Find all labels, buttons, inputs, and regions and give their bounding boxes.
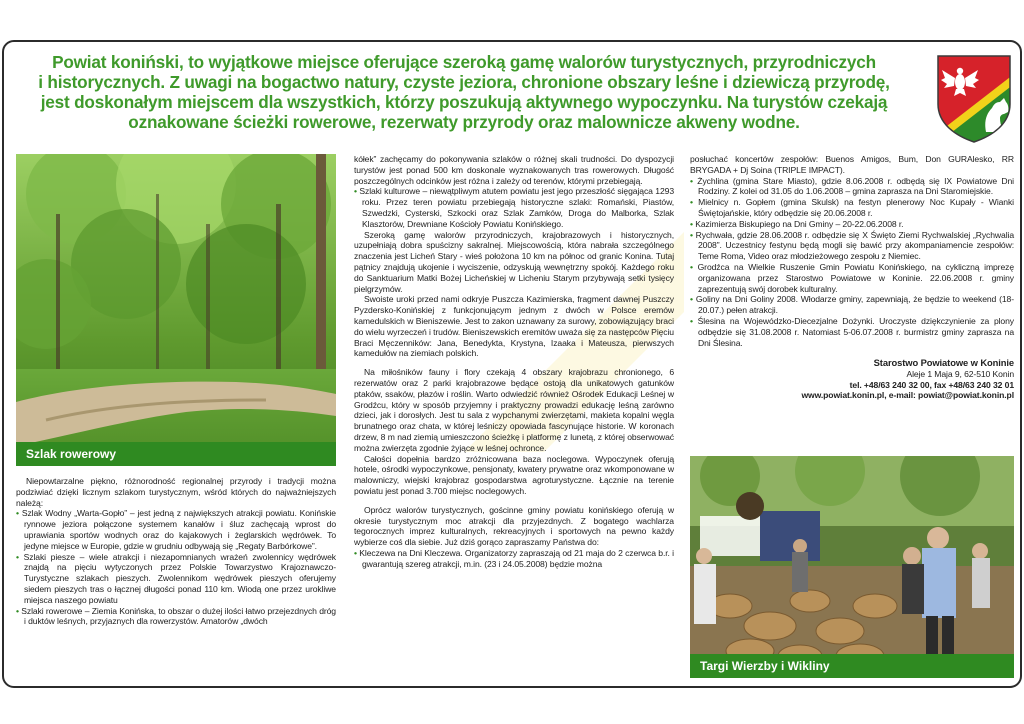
article-frame <box>2 40 1022 688</box>
market-image <box>690 456 1014 678</box>
paragraph: posłuchać koncertów zespołów: Buenos Amigos, Bum, Don GURAlesko, RR BRYGADA + Dj Soina (TRIPLE IMPACT). <box>690 154 1014 175</box>
contact-phone: tel. +48/63 240 32 00, fax +48/63 240 32 01 <box>849 379 1014 390</box>
text-column-2 <box>354 154 674 569</box>
forest-path-photo <box>16 154 336 466</box>
forest-image <box>16 154 336 466</box>
wicker-market-photo <box>690 456 1014 678</box>
text-column-1 <box>16 476 336 627</box>
bullet-item: • Goliny na Dni Goliny 2008. Włodarze gminy, zapewniają, że będzie to weekend (18-20.07.) pełen atrakcji. <box>690 294 1014 316</box>
paragraph: Niepowtarzalne piękno, różnorodność regionalnej przyrody i tradycji można podziwiać dzięki licznym szlakom turystycznym, wśród których do najważniejszych należą: <box>16 476 336 508</box>
paragraph: Szeroką gamę walorów przyrodniczych, krajobrazowych i historycznych, uzupełniają dobra spuścizny sakralnej. Miejscowością, która nabrała szczególnego znaczenia jest Licheń Stary - wieś położona 10 km na północ od granic Konina. Tutaj pątnicy znajdują ukojenie i wyciszenie, odzyskują wewnętrzny spokój. Każdego roku do Sanktuarium Matki Bożej Licheńskiej w Licheniu Starym przybywają setki tysięcy pielgrzymów. <box>354 229 674 294</box>
paragraph: Na miłośników fauny i flory czekają 4 obszary krajobrazu chronionego, 6 rezerwatów oraz 2 parki krajobrazowe będące ostoją dla unikatowych gatunków ptaków, ssaków, płazów i roślin. Warto odwiedzić również Ośrodek Edukacji Leśnej w Grodźcu, który w sposób przyjemny i praktyczny prowadzi edukację leśną zarówno dzieci, jak i dorosłych. Jest tu sala z wypchanymi zwierzętami, makieta kopalni węgla brunatnego oraz chata, w której leśniczy opowiada fascynujące historie. W koronach drzew, 8 m nad ziemią umieszczono ścieżkę i platformę z lunetą, z której obserwować można zwierzęta zgodnie żyjące w leśnej ochronce. <box>354 367 674 453</box>
bullet-item: • Rychwała, gdzie 28.06.2008 r. odbędzie się X Święto Ziemi Rychwalskiej „Rychwalia 2008”. Uczestnicy festynu będą mogli się bawić przy akompaniamencie zespołów: Teme Roma, Video oraz młodzieżowego zespołu z Niemiec. <box>690 230 1014 262</box>
bullet-item: • Szlaki rowerowe – Ziemia Konińska, to obszar o dużej ilości łatwo przejezdnych dróg i duktów leśnych, przyjaznych dla rowerzystów. Amatorów „dwóch <box>16 606 336 628</box>
bullet-item: • Kazimierza Biskupiego na Dni Gminy – 20-22.06.2008 r. <box>690 219 1014 230</box>
bullet-item: • Ślesina na Wojewódzko-Diecezjalne Dożynki. Uroczyste dziękczynienie za plony odbędzie się 31.08.2008 r. Natomiast 5-06.07.2008 r. burmistrz gminy zaprasza na Dni Ślesina. <box>690 316 1014 348</box>
photo-caption: Szlak rowerowy <box>16 442 336 466</box>
paragraph: Oprócz walorów turystycznych, gościnne gminy powiatu konińskiego oferują w okresie turystycznym moc atrakcji dla przyjezdnych. Z bogatego wachlarza tegorocznych imprez kulturalnych, rekreacyjnych i sportowych na pewno każdy wybierze coś dla siebie. Już dziś gorąco zapraszamy Państwa do: <box>354 504 674 548</box>
headline-line: jest doskonałym miejscem dla wszystkich, którzy poszukują aktywnego wypoczynku. Na turystów czekają <box>40 92 888 112</box>
paragraph: kółek” zachęcamy do pokonywania szlaków o różnej skali trudności. Do dyspozycji turystów jest ponad 500 km doskonale wyznakowanych tras rowerowych. Długość poszczególnych odcinków jest różna i zależy od terenów, którymi przebiegają. <box>354 154 674 186</box>
paragraph: Całości dopełnia bardzo zróżnicowana baza noclegowa. Wypoczynek oferują hotele, ośrodki wypoczynkowe, pensjonaty, kwatery prywatne oraz wkomponowane w malowniczy, wiejski krajobraz gospodarstwa agroturystyczne. Łącznie na terenie powiatu jest ponad 3.700 miejsc noclegowych. <box>354 453 674 496</box>
contact-block <box>690 358 1014 400</box>
bullet-item: • Mielnicy n. Gopłem (gmina Skulsk) na festyn plenerowy Noc Kupały - Wianki Świętojańskie, który odbędzie się 20.06.2008 r. <box>690 197 1014 219</box>
text-column-3 <box>690 154 1014 401</box>
headline-line: Powiat koniński, to wyjątkowe miejsce oferujące szeroką gamę walorów turystycznych, przyrodniczych <box>52 52 876 72</box>
article-headline <box>14 52 914 132</box>
coat-of-arms-icon <box>934 52 1014 144</box>
bullet-item: • Żychlina (gmina Stare Miasto), gdzie 8.06.2008 r. odbędą się IX Powiatowe Dni Rodziny. Z kolei od 31.05 do 1.06.2008 – gmina zaprasza na Dni Staromiejskie. <box>690 176 1014 198</box>
photo-caption: Targi Wierzby i Wikliny <box>690 654 1014 678</box>
bullet-item: • Szlak Wodny „Warta-Gopło” – jest jedną z największych atrakcji powiatu. Konińskie rynnowe jeziora połączone systemem kanałów i śluz zachęcają wprost do uprawiania sportów wodnych oraz do kajakowych i żeglarskich wędrówek. To jedyne miejsce w Europie, gdzie w grudniu odbywają się „Regaty Barbórkowe”. <box>16 508 336 551</box>
contact-organization: Starostwo Powiatowe w Koninie <box>873 357 1014 369</box>
headline-line: oznakowane ścieżki rowerowe, rezerwaty przyrody oraz malownicze akweny wodne. <box>128 112 800 132</box>
paragraph: Swoiste uroki przed nami odkryje Puszcza Kazimierska, fragment dawnej Puszczy Pyzdersko-Konińskiej z funkcjonującym jednym z dwóch w Polsce eremów kamedulskich w Bieniszewie. Jest to zakon uznawany za surowy, zobowiązujący braci do wielu wyrzeczeń i trudów. Bieniszewskich eremitów uważa się za następców Pięciu Braci Męczenników: Jana, Benedykta, Krystyna, Izaaka i Mateusza, pierwszych kamedułów na ziemiach polskich. <box>354 294 674 359</box>
contact-address: Aleje 1 Maja 9, 62-510 Konin <box>906 368 1014 379</box>
headline-line: i historycznych. Z uwagi na bogactwo natury, czyste jeziora, chronione obszary leśne i dziewiczą przyrodę, <box>38 72 890 92</box>
bullet-item: • Szlaki piesze – wiele atrakcji i niezapomnianych wrażeń zwolennicy wędrówek znajdą na pięciu wytyczonych przez Polskie Towarzystwo Krajoznawczo-Turystyczne szlakach pieszych. Zwolennikom wędrówek pieszych oferujemy siedem pieszych tras o łącznej długości ponad 110 km. Wiodą one przez urokliwe miejsca naszego powiatu <box>16 552 336 606</box>
contact-web: www.powiat.konin.pl, e-mail: powiat@powiat.konin.pl <box>801 390 1014 401</box>
bullet-item: • Kleczewa na Dni Kleczewa. Organizatorzy zapraszają od 21 maja do 2 czerwca b.r. i gwarantują szereg atrakcji, m.in. (23 i 24.05.2008) będzie można <box>354 548 674 570</box>
bullet-item: • Szlaki kulturowe – niewątpliwym atutem powiatu jest jego przeszłość sięgająca 1293 roku. Przez teren powiatu przebiegają historyczne szlaki: Romański, Piastów, Szwedzki, Cysterski, Szkocki oraz Szlak Zamków, Droga do Malborka, Szlak Klasztorów, Drewniane Kościoły Powiatu Konińskiego. <box>354 186 674 229</box>
bullet-item: • Grodźca na Wielkie Ruszenie Gmin Powiatu Konińskiego, na cykliczną imprezę organizowana przez Starostwo Powiatowe w Koninie. 22.06.2008 r. gminy zaprezentują swój dorobek kulturalny. <box>690 262 1014 294</box>
